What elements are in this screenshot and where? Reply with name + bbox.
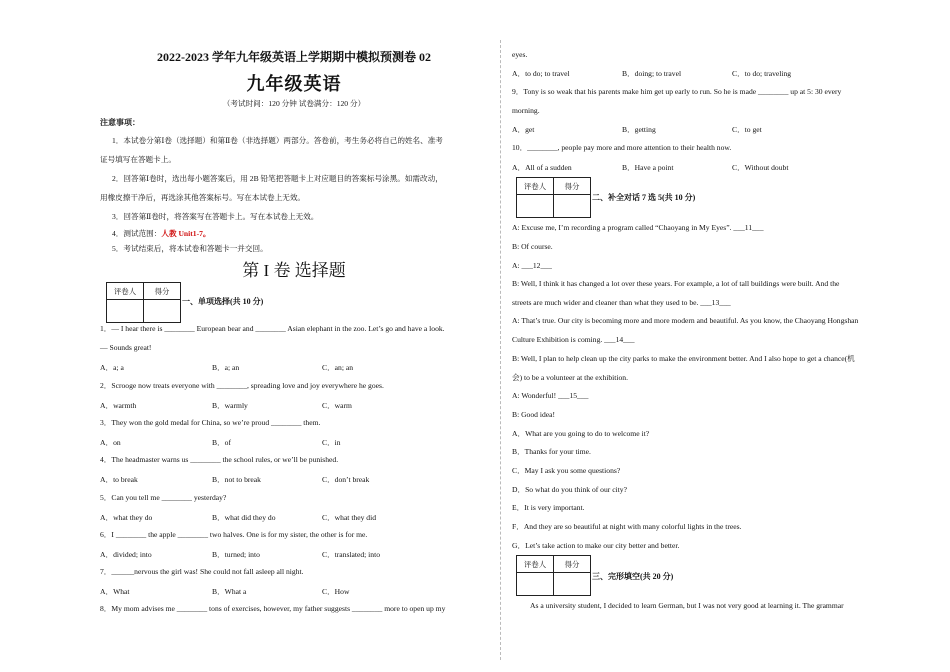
dialog-line-6: A: That’s true. Our city is becoming more and more modern and beautiful. As you know, the Chaoyang Hongshan (512, 316, 859, 325)
section-1-title: 一、单项选择(共 10 分) (182, 297, 264, 306)
dialog-line-1: A: Excuse me, I’m recording a program called “Chaoyang in My Eyes”. ___11___ (512, 223, 764, 232)
question-7: 7．______nervous the girl was! She could not fall asleep all night. (100, 567, 304, 576)
score-label: 得分 (144, 283, 181, 300)
score-cell (554, 195, 591, 218)
option-b: B．what did they do (212, 513, 276, 522)
option-b: B．doing; to travel (622, 69, 682, 78)
option-a: A．on (100, 438, 121, 447)
question-8b: eyes. (512, 50, 528, 59)
option-c: C．to do; traveling (732, 69, 792, 78)
option-b: B．What a (212, 587, 247, 596)
option-a: A．warmth (100, 401, 137, 410)
question-8: 8．My mom advises me ________ tons of exercises, however, my father suggests ________ more to open up my (100, 604, 446, 613)
dialog-line-9: 会) to be a volunteer at the exhibition. (512, 373, 628, 382)
option-c: C．an; an (322, 363, 354, 372)
option-b: B．not to break (212, 475, 261, 484)
option-a: A．to break (100, 475, 138, 484)
note-1b: 证号填写在答题卡上。 (100, 155, 176, 164)
dialog-line-2: B: Of course. (512, 242, 553, 251)
choice-d: D．So what do you think of our city? (512, 485, 627, 494)
section-3-title: 三、完形填空(共 20 分) (592, 572, 674, 581)
option-c: C．to get (732, 125, 762, 134)
question-1b: — Sounds great! (100, 343, 152, 352)
exam-title: 2022-2023 学年九年级英语上学期期中模拟预测卷 02 (157, 50, 431, 64)
choice-g: G．Let’s take action to make our city better and better. (512, 541, 680, 550)
column-divider (500, 40, 501, 660)
score-label: 得分 (554, 178, 591, 195)
option-b: B．turned; into (212, 550, 260, 559)
question-4: 4．The headmaster warns us ________ the school rules, or we’ll be punished. (100, 455, 339, 464)
score-label: 得分 (554, 556, 591, 573)
option-a: A．divided; into (100, 550, 152, 559)
dialog-line-11: B: Good idea! (512, 410, 556, 419)
note-1a: 1．本试卷分第Ⅰ卷（选择题）和第Ⅱ卷（非选择题）两部分。答卷前，考生务必将自己的姓名、准考 (112, 136, 443, 145)
question-9: 9．Tony is so weak that his parents make him get up early to run. So he is made ________ up at 5: 30 every (512, 87, 842, 96)
question-9b: morning. (512, 106, 540, 115)
question-6: 6．I ________ the apple ________ two halves. One is for my sister, the other is for me. (100, 530, 368, 539)
grader-label: 评卷人 (517, 178, 554, 195)
time-line: （考试时间：120 分钟 试卷满分：120 分） (222, 99, 366, 108)
subject-title: 九年级英语 (246, 74, 342, 94)
option-c: C．what they did (322, 513, 376, 522)
option-b: B．getting (622, 125, 656, 134)
option-b: B．warmly (212, 401, 248, 410)
option-c: C．in (322, 438, 341, 447)
option-a: A．what they do (100, 513, 153, 522)
option-c: C．How (322, 587, 350, 596)
dialog-line-5: streets are much wider and cleaner than what they used to be. ___13___ (512, 298, 731, 307)
question-2: 2．Scrooge now treats everyone with ________, spreading love and joy everywhere he goes. (100, 381, 384, 390)
grader-cell (517, 195, 554, 218)
score-box (516, 177, 591, 218)
option-c: C．translated; into (322, 550, 380, 559)
option-c: C．warm (322, 401, 352, 410)
note-4-prefix: 4．测试范围： (112, 229, 162, 238)
grader-cell (107, 300, 144, 323)
grader-cell (517, 573, 554, 596)
note-4 (112, 229, 211, 239)
note-5: 5．考试结束后，将本试卷和答题卡一并交回。 (112, 244, 268, 253)
choice-a: A．What are you going to do to welcome it? (512, 429, 650, 438)
section-2-title: 二、补全对话 7 选 5(共 10 分) (592, 193, 696, 202)
dialog-line-3: A: ___12___ (512, 261, 552, 270)
choice-c: C．May I ask you some questions? (512, 466, 621, 475)
question-3: 3．They won the gold medal for China, so we’re proud ________ them. (100, 418, 321, 427)
option-a: A．All of a sudden (512, 163, 572, 172)
score-box (516, 555, 591, 596)
choice-f: F．And they are so beautiful at night with many colorful lights in the trees. (512, 522, 742, 531)
dialog-line-4: B: Well, I think it has changed a lot over these years. For example, a lot of tall buildings were built. And the (512, 279, 840, 288)
dialog-line-7: Culture Exhibition is coming. ___14___ (512, 335, 635, 344)
option-a: A．to do; to travel (512, 69, 570, 78)
note-4-range: 人教 Unit1-7。 (161, 229, 211, 238)
question-5: 5．Can you tell me ________ yesterday? (100, 493, 227, 502)
score-cell (554, 573, 591, 596)
grader-label: 评卷人 (107, 283, 144, 300)
question-10: 10．________, people pay more and more attention to their health now. (512, 143, 732, 152)
option-c: C．Without doubt (732, 163, 789, 172)
option-a: A．get (512, 125, 535, 134)
option-a: A．a; a (100, 363, 124, 372)
option-a: A．What (100, 587, 130, 596)
dialog-line-10: A: Wonderful! ___15___ (512, 391, 589, 400)
option-b: B．a; an (212, 363, 240, 372)
passage-line-1: As a university student, I decided to learn German, but I was not very good at learning it. The grammar (530, 601, 844, 610)
choice-e: E．It is very important. (512, 503, 585, 512)
score-box (106, 282, 181, 323)
option-c: C．don’t break (322, 475, 370, 484)
note-2a: 2．回答第Ⅰ卷时，选出每小题答案后，用 2B 铅笔把答题卡上对应题目的答案标号涂黑。如需改动， (112, 174, 443, 183)
score-cell (144, 300, 181, 323)
option-b: B．of (212, 438, 231, 447)
option-b: B．Have a point (622, 163, 674, 172)
notes-title: 注意事项： (100, 118, 140, 127)
choice-b: B．Thanks for your time. (512, 447, 591, 456)
dialog-line-8: B: Well, I plan to help clean up the city parks to make the environment better. And I also hope to get a chance(机 (512, 354, 855, 363)
grader-label: 评卷人 (517, 556, 554, 573)
question-1: 1．— I hear there is ________ European bear and ________ Asian elephant in the zoo. Let’s go and have a look. (100, 324, 445, 333)
note-2b: 用橡皮擦干净后，再选涂其他答案标号。写在本试卷上无效。 (100, 193, 306, 202)
note-3: 3．回答第Ⅱ卷时，将答案写在答题卡上。写在本试卷上无效。 (112, 212, 319, 221)
part-1-title: 第 I 卷 选择题 (242, 261, 346, 280)
